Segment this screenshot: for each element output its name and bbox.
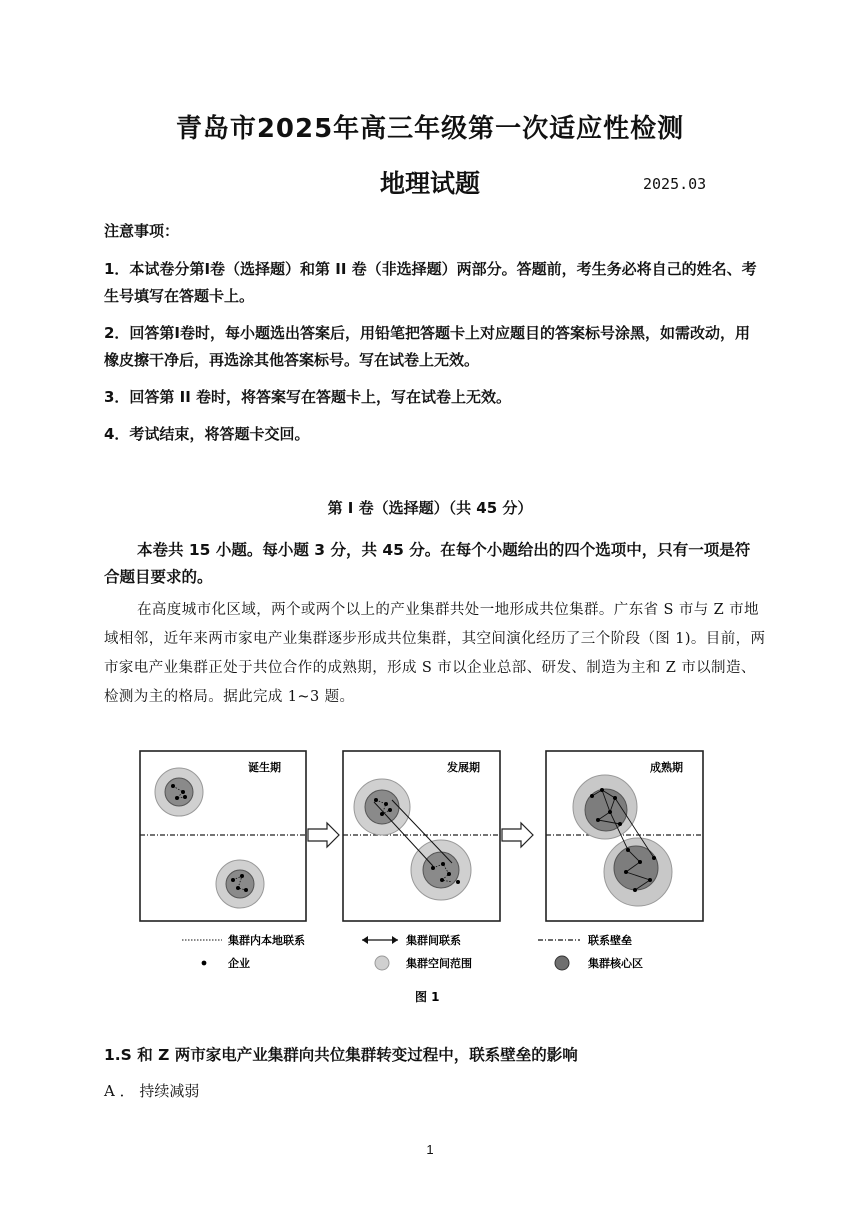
notice-item-1: 1．本试卷分第Ⅰ卷（选择题）和第 II 卷（非选择题）两部分。答题前，考生务必将自己的姓名、考生号填写在答题卡上。: [104, 260, 757, 305]
legend-firm: 企业: [228, 957, 250, 970]
legend-core-area-swatch: [555, 956, 569, 970]
stage-arrow-icon: [308, 823, 339, 847]
stage-arrow-icon: [502, 823, 533, 847]
core-area-s1: [165, 778, 193, 806]
section-instructions: 本卷共 15 小题。每小题 3 分，共 45 分。在每个小题给出的四个选项中，只有一项是符合题目要求的。: [104, 541, 751, 586]
panel-label-birth: 诞生期: [248, 761, 281, 774]
exam-title: 青岛市2025年高三年级第一次适应性检测: [175, 114, 685, 144]
legend-barrier: 联系壁垒: [588, 934, 632, 947]
core-area-z1: [226, 870, 254, 898]
page-number: 1: [426, 1142, 434, 1157]
question-1-option-a: A ． 持续减弱: [104, 1082, 200, 1100]
exam-date: 2025.03: [643, 175, 707, 193]
notice-item-4: 4．考试结束，将答题卡交回。: [104, 425, 310, 443]
legend-cluster-range-swatch: [375, 956, 389, 970]
exam-subtitle: 地理试题: [379, 169, 480, 198]
figure-caption: 图 1: [415, 990, 440, 1004]
passage-text: 在高度城市化区域，两个或两个以上的产业集群共处一地形成共位集群。广东省 S 市与 Z 市地域相邻，近年来两市家电产业集群逐步形成共位集群，其空间演化经历了三个阶段（图 1)。目前，两市家电产业集群正处于共位合作的成熟期，形成 S 市以企业总部、研发、制造为主和 Z 市以制造、检测为主的格局。据此完成 1~3 题。: [104, 602, 766, 705]
notice-item-3: 3．回答第 II 卷时，将答案写在答题卡上，写在试卷上无效。: [104, 388, 512, 406]
legend-cluster-range: 集群空间范围: [406, 957, 472, 970]
panel-development: [343, 751, 500, 921]
question-1-stem: 1.S 和 Z 两市家电产业集群向共位集群转变过程中，联系壁垒的影响: [104, 1046, 578, 1064]
panel-maturity: [546, 751, 703, 921]
notice-item-2: 2．回答第Ⅰ卷时，每小题选出答案后，用铅笔把答题卡上对应题目的答案标号涂黑，如需改动，用橡皮擦干净后，再选涂其他答案标号。写在试卷上无效。: [104, 324, 751, 369]
legend-local-link: 集群内本地联系: [228, 934, 305, 947]
panel-label-development: 发展期: [447, 761, 480, 774]
section-title: 第 Ⅰ 卷（选择题）（共 45 分）: [327, 499, 533, 517]
legend-core-area: 集群核心区: [588, 957, 643, 970]
notice-heading: 注意事项：: [104, 222, 180, 240]
panel-birth: [140, 751, 306, 921]
legend-firm-swatch: [202, 961, 207, 966]
panel-label-maturity: 成熟期: [650, 761, 683, 774]
legend-inter-link: 集群间联系: [406, 934, 461, 947]
figure-1: [130, 740, 730, 1020]
